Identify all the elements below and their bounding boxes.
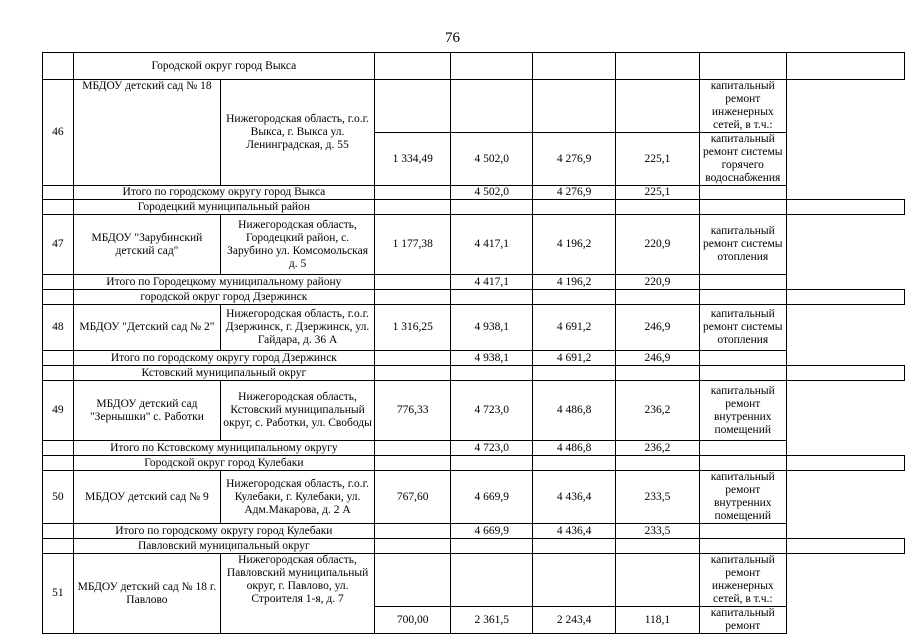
table-row bbox=[43, 554, 905, 607]
total-label: Итого по городскому округу город Кулебаки bbox=[73, 524, 374, 539]
section-row bbox=[43, 200, 905, 215]
address: Нижегородская область, Городецкий район, с. Зарубино ул. Комсомольская д. 5 bbox=[221, 215, 375, 275]
section-row bbox=[43, 366, 905, 381]
local-budget: 233,5 bbox=[616, 471, 699, 524]
work-type-heading: капитальный ремонт инженерных сетей, в т.ч.: bbox=[699, 554, 786, 607]
total-cost: 4 938,1 bbox=[451, 305, 533, 351]
address: Нижегородская область, Кстовский муниципальный округ, с. Работки, ул. Свободы bbox=[221, 381, 375, 441]
local-budget: 225,1 bbox=[616, 186, 699, 200]
institution-name: МБДОУ детский сад "Зернышки" с. Работки bbox=[73, 381, 220, 441]
total-row bbox=[43, 186, 905, 200]
area-value: 1 334,49 bbox=[374, 133, 450, 186]
total-cost: 4 669,9 bbox=[451, 524, 533, 539]
area-value: 1 177,38 bbox=[374, 215, 450, 275]
total-cost: 4 417,1 bbox=[451, 275, 533, 290]
address: Нижегородская область, г.о.г. Кулебаки, г. Кулебаки, ул. Адм.Макарова, д. 2 А bbox=[221, 471, 375, 524]
section-title: Городской округ город Выкса bbox=[73, 53, 374, 80]
institution-name: МБДОУ "Зарубинский детский сад" bbox=[73, 215, 220, 275]
local-budget: 246,9 bbox=[616, 305, 699, 351]
total-cost: 4 938,1 bbox=[451, 351, 533, 366]
report-table bbox=[42, 52, 905, 634]
total-row bbox=[43, 351, 905, 366]
section-title: Городецкий муниципальный район bbox=[73, 200, 374, 215]
work-type-heading: капитальный ремонт инженерных сетей, в т.ч.: bbox=[699, 80, 786, 133]
local-budget: 236,2 bbox=[616, 381, 699, 441]
row-number: 49 bbox=[43, 381, 74, 441]
area-value: 1 316,25 bbox=[374, 305, 450, 351]
institution-name: МБДОУ детский сад № 18 г. Павлово bbox=[73, 554, 220, 634]
total-cost: 4 502,0 bbox=[451, 186, 533, 200]
address: Нижегородская область, г.о.г. Дзержинск, г. Дзержинск, ул. Гайдара, д. 36 А bbox=[221, 305, 375, 351]
regional-budget: 4 276,9 bbox=[532, 186, 615, 200]
local-budget: 118,1 bbox=[616, 607, 699, 634]
work-type: капитальный ремонт внутренних помещений bbox=[699, 381, 786, 441]
total-label: Итого по городскому округу город Выкса bbox=[73, 186, 374, 200]
regional-budget: 4 436,4 bbox=[532, 524, 615, 539]
local-budget: 225,1 bbox=[616, 133, 699, 186]
total-label: Итого по городскому округу город Дзержинск bbox=[73, 351, 374, 366]
table-row bbox=[43, 381, 905, 441]
section-title: городской округ город Дзержинск bbox=[73, 290, 374, 305]
table-row bbox=[43, 305, 905, 351]
regional-budget: 4 486,8 bbox=[532, 381, 615, 441]
total-cost: 4 502,0 bbox=[451, 133, 533, 186]
address: Нижегородская область, г.о.г. Выкса, г. Выкса ул. Ленинградская, д. 55 bbox=[221, 80, 375, 186]
work-type: капитальный ремонт внутренних помещений bbox=[699, 471, 786, 524]
section-title: Городской округ город Кулебаки bbox=[73, 456, 374, 471]
regional-budget: 4 276,9 bbox=[532, 133, 615, 186]
area-value: 767,60 bbox=[374, 471, 450, 524]
regional-budget: 4 691,2 bbox=[532, 305, 615, 351]
page-number: 76 bbox=[445, 30, 460, 46]
table-row bbox=[43, 215, 905, 275]
regional-budget: 4 196,2 bbox=[532, 275, 615, 290]
section-row bbox=[43, 290, 905, 305]
work-type: капитальный ремонт системы горячего водоснабжения bbox=[699, 133, 786, 186]
local-budget: 220,9 bbox=[616, 215, 699, 275]
regional-budget: 2 243,4 bbox=[532, 607, 615, 634]
institution-name: МБДОУ детский сад № 9 bbox=[73, 471, 220, 524]
section-row bbox=[43, 53, 905, 80]
total-cost: 4 723,0 bbox=[451, 381, 533, 441]
row-number: 48 bbox=[43, 305, 74, 351]
total-row bbox=[43, 524, 905, 539]
total-cost: 4 417,1 bbox=[451, 215, 533, 275]
area-value: 700,00 bbox=[374, 607, 450, 634]
row-number: 51 bbox=[43, 554, 74, 634]
section-row bbox=[43, 456, 905, 471]
regional-budget: 4 486,8 bbox=[532, 441, 615, 456]
section-title: Павловский муниципальный округ bbox=[73, 539, 374, 554]
local-budget: 220,9 bbox=[616, 275, 699, 290]
total-row bbox=[43, 441, 905, 456]
section-title: Кстовский муниципальный округ bbox=[73, 366, 374, 381]
institution-name: МБДОУ детский сад № 18 bbox=[73, 80, 220, 186]
table-row bbox=[43, 80, 905, 133]
regional-budget: 4 436,4 bbox=[532, 471, 615, 524]
regional-budget: 4 196,2 bbox=[532, 215, 615, 275]
total-cost: 4 669,9 bbox=[451, 471, 533, 524]
total-label: Итого по Городецкому муниципальному району bbox=[73, 275, 374, 290]
total-row bbox=[43, 275, 905, 290]
work-type: капитальный ремонт системы отопления bbox=[699, 215, 786, 275]
total-cost: 4 723,0 bbox=[451, 441, 533, 456]
row-number: 46 bbox=[43, 80, 74, 186]
local-budget: 233,5 bbox=[616, 524, 699, 539]
row-number: 47 bbox=[43, 215, 74, 275]
work-type: капитальный ремонт bbox=[699, 607, 786, 634]
local-budget: 246,9 bbox=[616, 351, 699, 366]
institution-name: МБДОУ "Детский сад № 2" bbox=[73, 305, 220, 351]
regional-budget: 4 691,2 bbox=[532, 351, 615, 366]
table-row bbox=[43, 471, 905, 524]
work-type: капитальный ремонт системы отопления bbox=[699, 305, 786, 351]
row-number: 50 bbox=[43, 471, 74, 524]
area-value: 776,33 bbox=[374, 381, 450, 441]
total-label: Итого по Кстовскому муниципальному округу bbox=[73, 441, 374, 456]
local-budget: 236,2 bbox=[616, 441, 699, 456]
total-cost: 2 361,5 bbox=[451, 607, 533, 634]
address: Нижегородская область, Павловский муниципальный округ, г. Павлово, ул. Строителя 1-я, д. 7 bbox=[221, 554, 375, 634]
section-row bbox=[43, 539, 905, 554]
